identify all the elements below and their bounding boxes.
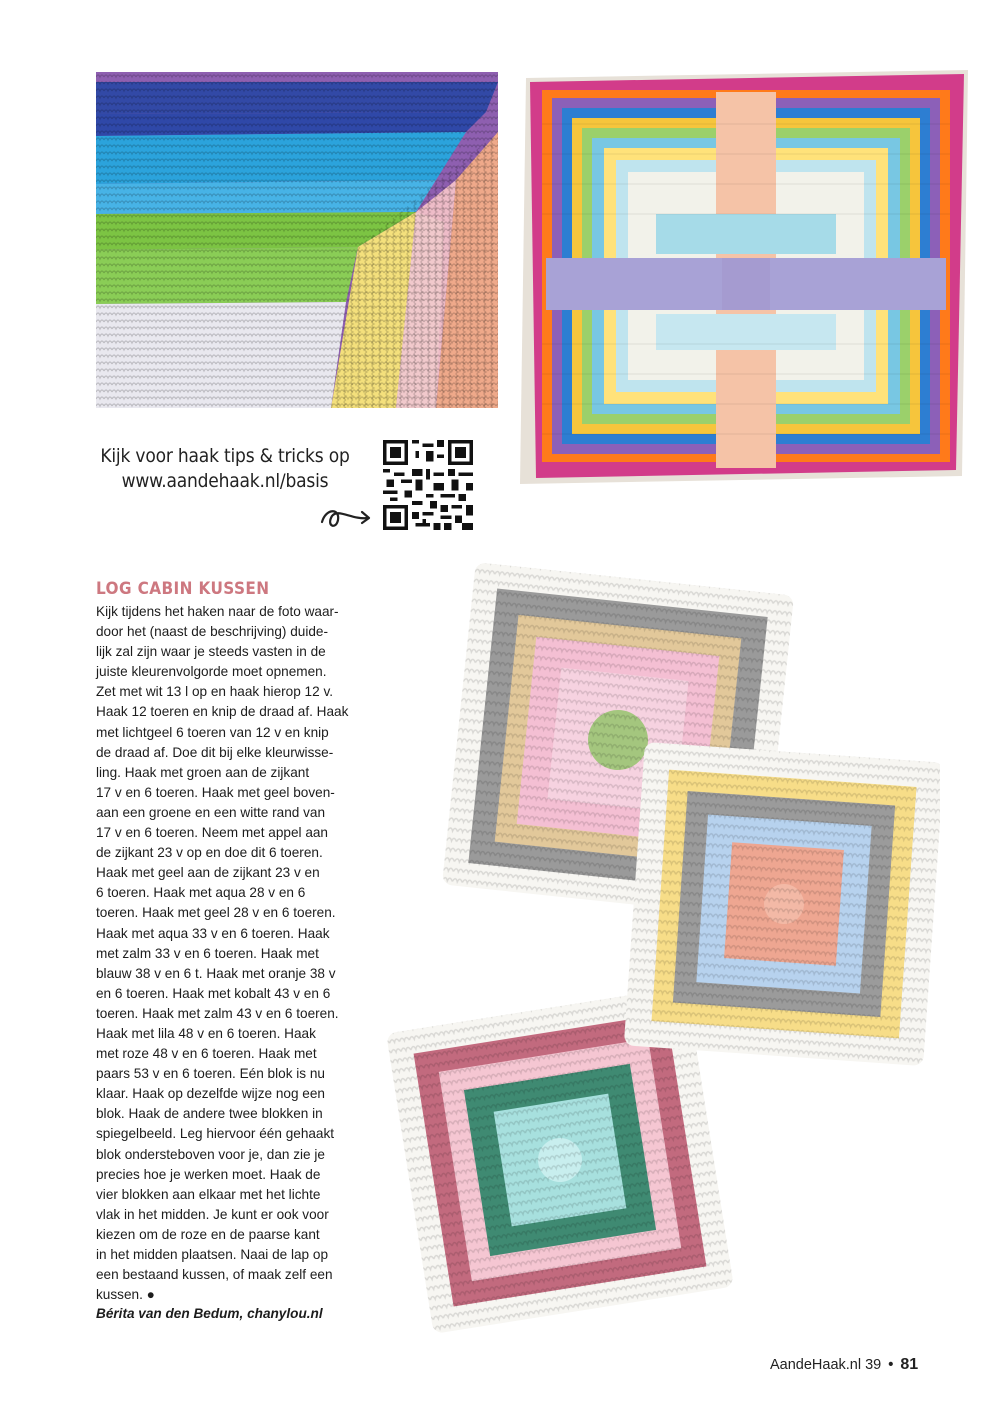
swirl-arrow-icon xyxy=(318,502,374,534)
article-line: kussen. ● xyxy=(96,1287,155,1303)
article-credit: Bérita van den Bedum, chanylou.nl xyxy=(96,1306,323,1321)
article-line: Haak 12 toeren en knip de draad af. Haak xyxy=(96,704,349,720)
article-line: vier blokken aan elkaar met het lichte xyxy=(96,1186,321,1202)
article-line: met roze 48 v en 6 toeren. Haak met xyxy=(96,1046,317,1062)
article-line: aan een groene en een witte rand van xyxy=(96,804,326,820)
article-line: blok. Haak de andere twee blokken in xyxy=(96,1106,323,1122)
article-line: een bestaand kussen, of maak zelf een xyxy=(96,1267,333,1283)
article-line: juiste kleurenvolgorde moet opnemen. xyxy=(96,664,327,680)
article-line: 17 v en 6 toeren. Neem met appel aan xyxy=(96,825,328,841)
article-line: spiegelbeeld. Leg hiervoor één gehaakt xyxy=(96,1126,335,1142)
article-heading: LOG CABIN KUSSEN xyxy=(96,579,270,599)
article-line: toeren. Haak met zalm 43 v en 6 toeren. xyxy=(96,1005,339,1021)
article-line: ling. Haak met groen aan de zijkant xyxy=(96,764,310,780)
magazine-issue: AandeHaak.nl 39 xyxy=(770,1357,882,1373)
photo-stripes-closeup xyxy=(96,72,498,408)
article-line: 6 toeren. Haak met aqua 28 v en 6 xyxy=(96,885,306,901)
article-line: de zijkant 23 v op en doe dit 6 toeren. xyxy=(96,845,323,861)
article-line: Haak met aqua 33 v en 6 toeren. Haak xyxy=(96,925,330,941)
tips-caption xyxy=(96,444,354,494)
tips-url[interactable]: www.aandehaak.nl/basis xyxy=(121,470,329,492)
article-line: met lichtgeel 6 toeren van 12 v en knip xyxy=(96,724,329,740)
article-line: de draad af. Doe dit bij elke kleurwisse- xyxy=(96,744,334,760)
page-footer xyxy=(770,1356,918,1374)
article-line: Kijk tijdens het haken naar de foto waar- xyxy=(96,604,339,619)
article-line: vlak in het midden. Je kunt er ook voor xyxy=(96,1206,329,1222)
photo-granny-squares xyxy=(380,540,940,1340)
article-line: 17 v en 6 toeren. Haak met geel boven- xyxy=(96,784,335,800)
tips-line-1: Kijk voor haak tips & tricks op xyxy=(100,445,350,467)
article-body xyxy=(96,602,368,1305)
qr-code[interactable] xyxy=(383,440,473,530)
photo-log-cabin-cushion xyxy=(516,64,972,490)
article-line: klaar. Haak op dezelfde wijze nog een xyxy=(96,1086,325,1102)
article-line: precies hoe je werken moet. Haak de xyxy=(96,1166,321,1182)
article-line: kiezen om de roze en de paarse kant xyxy=(96,1226,320,1242)
article-line: Zet met wit 13 l op en haak hierop 12 v. xyxy=(96,684,334,700)
article-line: toeren. Haak met geel 28 v en 6 toeren. xyxy=(96,905,336,921)
article-line: door het (naast de beschrijving) duide- xyxy=(96,624,328,640)
article-line: en 6 toeren. Haak met kobalt 43 v en 6 xyxy=(96,985,331,1001)
article-line: in het midden plaatsen. Naai de lap op xyxy=(96,1247,329,1262)
article-line: met zalm 33 v en 6 toeren. Haak met xyxy=(96,945,319,961)
article-line: blok ondersteboven voor je, dan zie je xyxy=(96,1146,325,1162)
footer-bullet: • xyxy=(888,1357,894,1373)
page-number: 81 xyxy=(900,1356,919,1373)
article-line: lijk zal zijn waar je steeds vasten in de xyxy=(96,644,326,660)
article-line: blauw 38 v en 6 t. Haak met oranje 38 v xyxy=(96,965,336,981)
article-line: paars 53 v en 6 toeren. Eén blok is nu xyxy=(96,1066,325,1082)
article-line: Haak met geel aan de zijkant 23 v en xyxy=(96,865,320,881)
article-line: Haak met lila 48 v en 6 toeren. Haak xyxy=(96,1025,316,1041)
